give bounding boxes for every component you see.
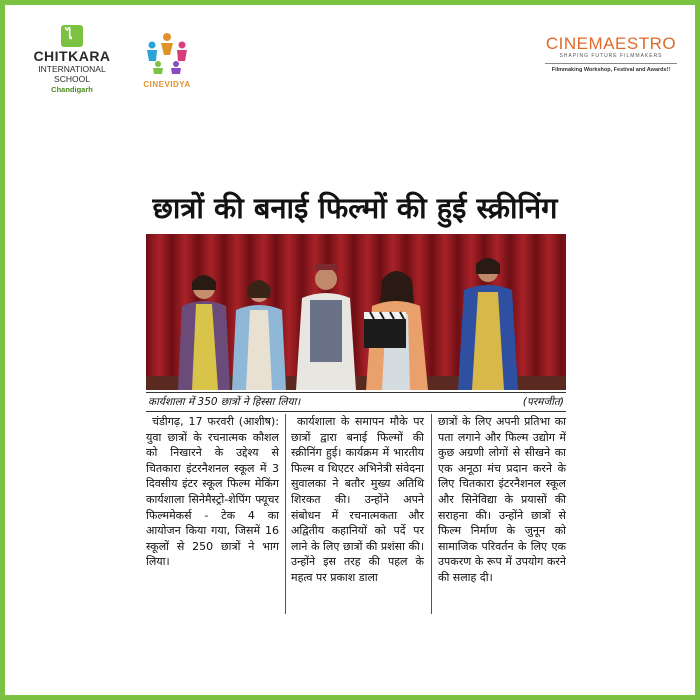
article-column-2: कार्यशाला के समापन मौके पर छात्रों द्वारा बनाई फिल्मों की स्क्रीनिंग हुई। कार्यक्रम में भारतीय फिल्म व थिएटर अभिनेत्री संवेदना सुवालका ने बतौर मुख्य अतिथि शिरकत की। उन्होंने अपने संबोधन में रचनात्मकता और अद्वितीय कहानियों को पर्दे पर लाने के लिए छात्रों की प्रशंसा की। उन्होंने इस तरह की पहल के महत्व पर प्रकाश डाला (291, 415, 424, 584)
article-headline: छात्रों की बनाई फिल्मों की हुई स्क्रीनिंग (152, 191, 558, 225)
column-divider (285, 414, 286, 614)
cinemaestro-subtitle: Filmmaking Workshop, Festival and Awards!! (551, 67, 671, 73)
chitkara-line2: SCHOOL (54, 74, 90, 84)
chitkara-name: CHITKARA (33, 48, 111, 64)
photo-caption: कार्यशाला में 350 छात्रों ने हिस्सा लिया। (148, 396, 301, 408)
article-column-1: चंडीगढ़, 17 फरवरी (आशीष): युवा छात्रों के रचनात्मक कौशल को निखारने के उद्देश्य से चितकारा इंटरनैशनल स्कूल में 3 दिवसीय इंटर स्कूल फिल्म मेकिंग कार्यशाला सिनेमैस्ट्रो-शेपिंग फ्यूचर फिल्ममेकर्स - टेक 4 का आयोजन किया गया, जिसमें 16 स्कूलों से 250 छात्रों ने भाग लिया। (146, 415, 279, 569)
cinevidya-name: CINEVIDYA (143, 80, 191, 89)
event-photo-illustration (146, 234, 566, 390)
article-column-3: छात्रों के लिए अपनी प्रतिभा का पता लगाने और फिल्म उद्योग में कुछ अग्रणी लोगों से सीखने का एक अनूठा मंच प्रदान करने के लिए चितकारा इंटरनैशनल स्कूल और सिनेविद्या के प्रयासों की सराहना की। उन्होंने छात्रों से फिल्म निर्माण के जुनून को सामाजिक परिवर्तन के लिए एक उपकरण के रूप में उपयोग करने की सलाह दी। (438, 415, 566, 584)
cinemaestro-name: CINEMAESTRO (545, 34, 677, 53)
photo-caption-bar (146, 392, 566, 412)
cinevidya-stars-icon (142, 31, 192, 75)
cinemaestro-divider (545, 63, 677, 64)
photo-credit: (परमजीत) (522, 396, 564, 408)
chitkara-city: Chandigarh (51, 85, 93, 94)
column-divider (431, 414, 432, 614)
cinemaestro-tagline: SHAPING FUTURE FILMMAKERS (559, 53, 663, 59)
chitkara-emblem-icon: ไ (61, 25, 83, 47)
cinemaestro-logo (541, 35, 681, 74)
event-photo (146, 234, 566, 390)
chitkara-logo (31, 25, 113, 95)
chitkara-line1: INTERNATIONAL (38, 64, 106, 74)
cinevidya-logo (137, 31, 197, 89)
